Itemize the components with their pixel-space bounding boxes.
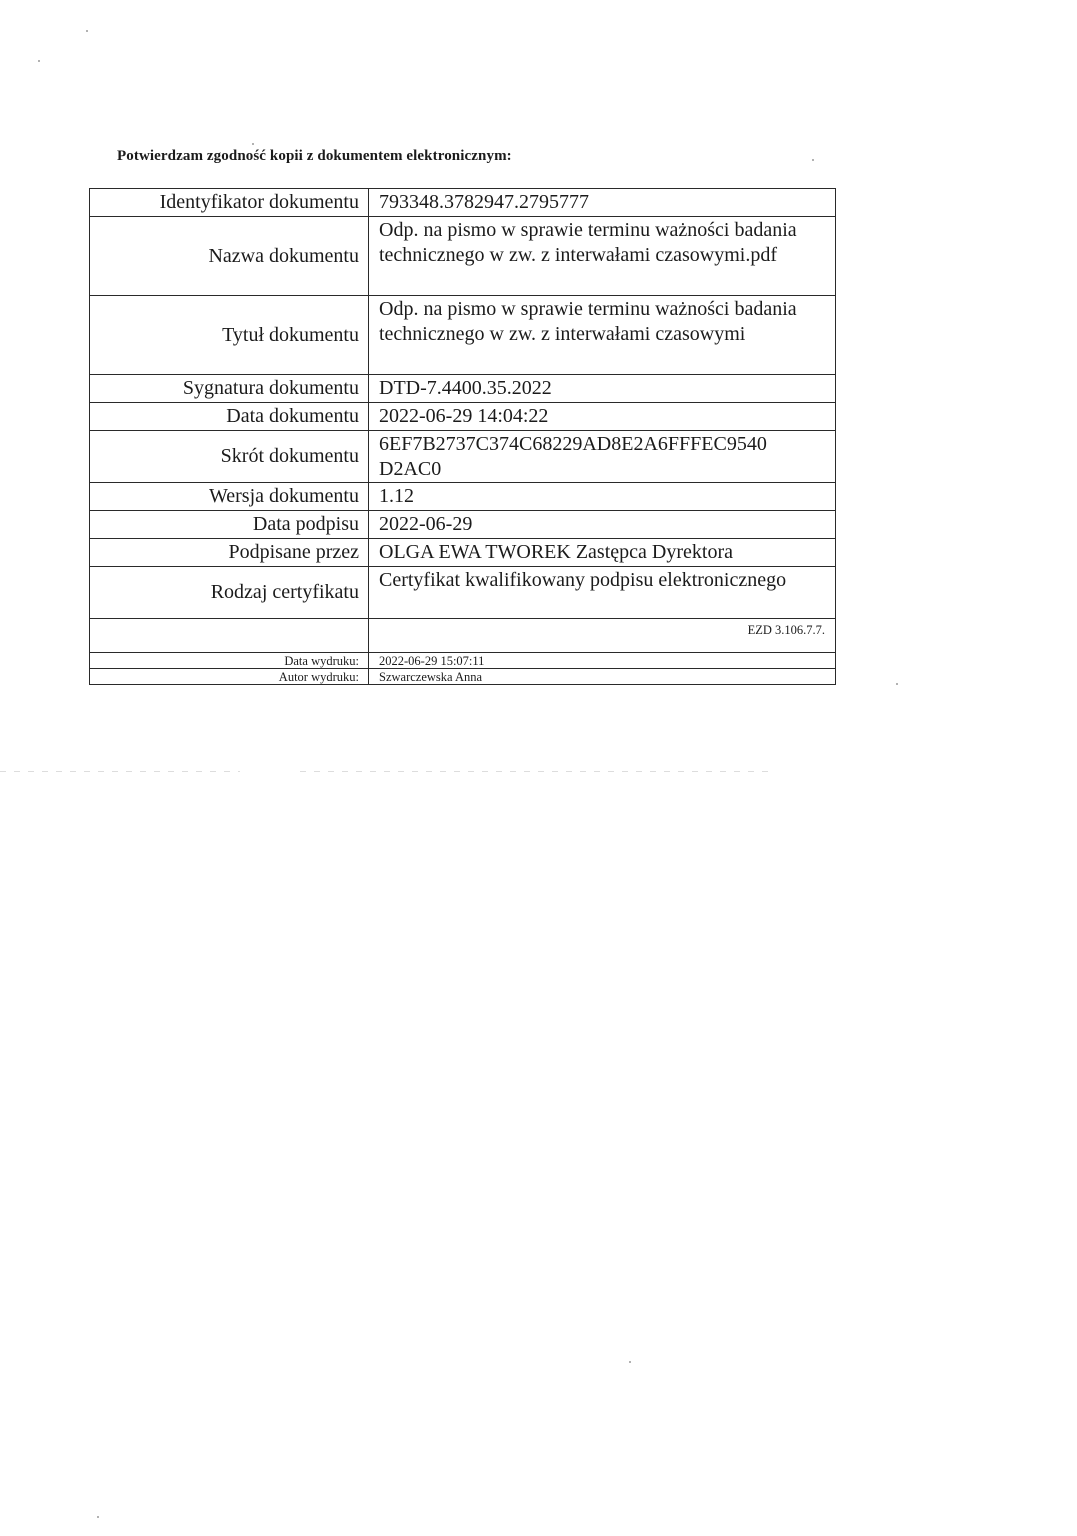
row-system-version xyxy=(90,619,836,653)
confirmation-note: Potwierdzam zgodność kopii z dokumentem elektronicznym: xyxy=(117,148,512,164)
row-document-name xyxy=(90,217,836,296)
label-document-version: Wersja dokumentu xyxy=(90,483,369,511)
value-print-date: 2022-06-29 15:07:11 xyxy=(369,653,836,669)
label-document-date: Data dokumentu xyxy=(90,403,369,431)
system-version: EZD 3.106.7.7. xyxy=(369,619,836,653)
value-document-hash: 6EF7B2737C374C68229AD8E2A6FFFEC9540 D2AC0 xyxy=(369,431,836,483)
system-version-empty-cell xyxy=(90,619,369,653)
value-document-title: Odp. na pismo w sprawie terminu ważności badania technicznego w zw. z interwałami czasowymi xyxy=(369,296,836,375)
scan-speck xyxy=(812,159,814,161)
row-print-author xyxy=(90,669,836,685)
label-document-id: Identyfikator dokumentu xyxy=(90,189,369,217)
value-signature-date: 2022-06-29 xyxy=(369,511,836,539)
value-document-signature: DTD-7.4400.35.2022 xyxy=(369,375,836,403)
label-signed-by: Podpisane przez xyxy=(90,539,369,567)
scan-artifact-line xyxy=(0,771,240,772)
label-certificate-type: Rodzaj certyfikatu xyxy=(90,567,369,619)
value-document-version: 1.12 xyxy=(369,483,836,511)
row-print-date xyxy=(90,653,836,669)
row-document-id xyxy=(90,189,836,217)
value-document-id: 793348.3782947.2795777 xyxy=(369,189,836,217)
row-document-title xyxy=(90,296,836,375)
row-signature-date xyxy=(90,511,836,539)
row-document-date xyxy=(90,403,836,431)
label-document-hash: Skrót dokumentu xyxy=(90,431,369,483)
scan-artifact-line xyxy=(300,771,770,772)
label-document-signature: Sygnatura dokumentu xyxy=(90,375,369,403)
value-print-author: Szwarczewska Anna xyxy=(369,669,836,685)
row-document-signature xyxy=(90,375,836,403)
scan-speck xyxy=(252,143,254,145)
value-document-name: Odp. na pismo w sprawie terminu ważności badania technicznego w zw. z interwałami czasowymi.pdf xyxy=(369,217,836,296)
row-document-hash xyxy=(90,431,836,483)
label-document-name: Nazwa dokumentu xyxy=(90,217,369,296)
row-certificate-type xyxy=(90,567,836,619)
scan-speck xyxy=(86,30,88,32)
row-signed-by xyxy=(90,539,836,567)
label-print-author: Autor wydruku: xyxy=(90,669,369,685)
scan-speck xyxy=(38,60,40,62)
row-document-version xyxy=(90,483,836,511)
label-print-date: Data wydruku: xyxy=(90,653,369,669)
value-signed-by: OLGA EWA TWOREK Zastępca Dyrektora xyxy=(369,539,836,567)
scan-speck xyxy=(97,1516,99,1518)
scan-speck xyxy=(629,1361,631,1363)
scan-speck xyxy=(896,683,898,685)
value-certificate-type: Certyfikat kwalifikowany podpisu elektronicznego xyxy=(369,567,836,619)
label-document-title: Tytuł dokumentu xyxy=(90,296,369,375)
label-signature-date: Data podpisu xyxy=(90,511,369,539)
document-metadata-table xyxy=(89,188,836,685)
value-document-date: 2022-06-29 14:04:22 xyxy=(369,403,836,431)
